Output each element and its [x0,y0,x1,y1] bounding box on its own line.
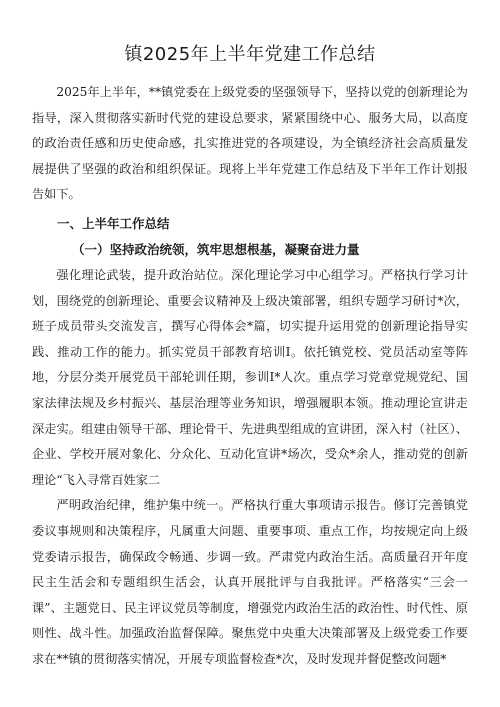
body-paragraph-1: 强化理论武装，提升政治站位。深化理论学习中心组学习。严格执行学习计划，围绕党的创新理论、重要会议精神及上级决策部署，组织专题学习研讨*次，班子成员带头交流发言，撰写心得体会*篇，切实提升运用党的创新理论指导实践、推动工作的能力。抓实党员干部教育培训I。依托镇党校、党员活动室等阵地，分层分类开展党员干部轮训任期，参训I*人次。重点学习党章党规党纪、国家法律法规及乡村振兴、基层治理等业务知识，增强履职本领。推动理论宣讲走深走实。组建由领导干部、理论骨干、先进典型组成的宣讲团，深入村（社区）、企业、学校开展对象化、分众化、互动化宣讲*场次，受众*余人，推动党的创新理论“飞入寻常百姓家二 [32,267,468,487]
body-paragraph-2: 严明政治纪律，维护集中统一。严格执行重大事项请示报告。修订完善镇党委议事规则和决策程序，凡属重大问题、重要事项、重点工作，均按规定向上级党委请示报告，确保政令畅通、步调一致。严肃党内政治生活。高质量召开年度民主生活会和专题组织生活会，认真开展批评与自我批评。严格落实“三会一课”、主题党日、民主评议党员等制度，增强党内政治生活的政治性、时代性、原则性、战斗性。加强政治监督保障。聚焦党中央重大决策部署及上级党委工作要求在**镇的贯彻落实情况，开展专项监督检查*次，及时发现并督促整改问题* [32,498,468,666]
document-title: 镇2025年上半年党建工作总结 [124,44,376,65]
subsection-heading: （一）坚持政治统领，筑牢思想根基，凝聚奋进力量 [72,241,360,257]
intro-paragraph: 2025年上半年，**镇党委在上级党委的坚强领导下，坚持以党的创新理论为指导，深入贯彻落实新时代党的建设总要求，紧紧围绕中心、服务大局，以高度的政治责任感和历史使命感，扎实推进党的各项建设，为全镇经济社会高质量发展提供了坚强的政治和组织保证。现将上半年党建工作总结及下半年工作计划报告如下。 [32,85,468,202]
section-heading: 一、上半年工作总结 [57,215,170,231]
